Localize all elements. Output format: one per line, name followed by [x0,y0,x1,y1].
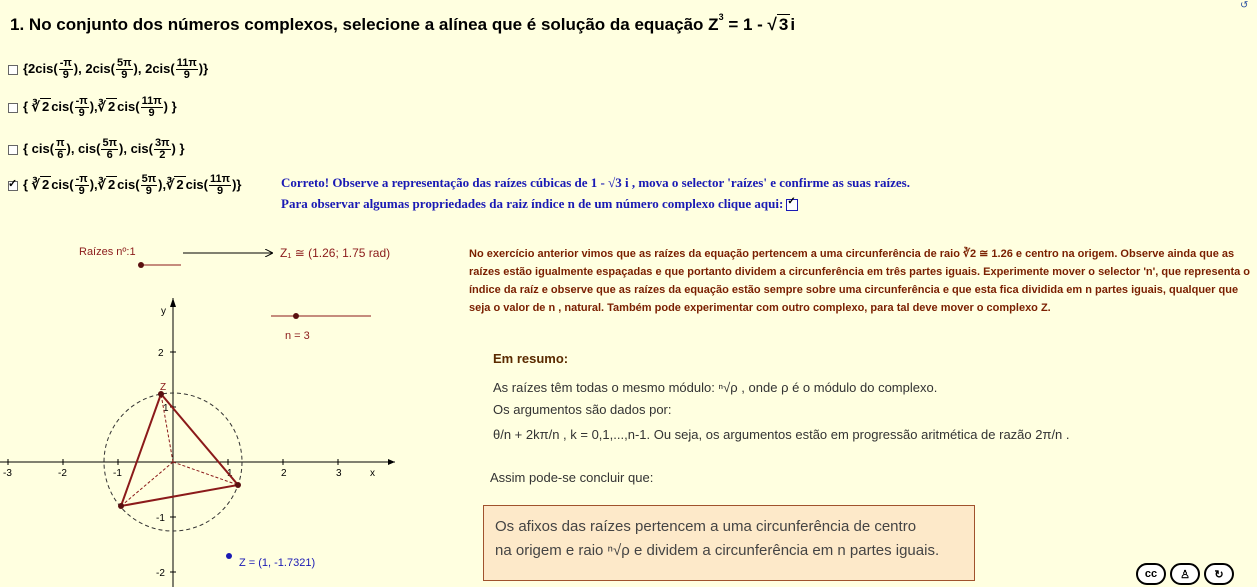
n-slider-label: n = 3 [285,330,310,342]
option-4-checkbox[interactable] [8,181,18,191]
roots-triangle [121,394,238,506]
conclusion-line-2: na origem e raio ⁿ√ρ e dividem a circunferência em n partes iguais. [495,542,940,559]
complex-plane-graph[interactable] [0,235,465,587]
summary-conclude: Assim pode-se concluir que: [490,470,654,485]
summary-title: Em resumo: [493,351,569,366]
option-1-label: {2cis( $\frac{-\pi}{9}$ ), 2cis( $\frac{5\pi}{9}$ ), 2cis( $\frac{11\pi}{9}$ )} [23,57,209,81]
x-tick-neg1: -1 [113,468,122,479]
x-tick-2: 2 [281,468,287,479]
y-tick-neg2: -2 [156,568,165,579]
option-2[interactable] [8,96,177,119]
summary-arguments-formula: θ/n + 2kπ/n , k = 0,1,...,n-1. Ou seja, os argumentos estão em progressão aritmética de razão 2π/n . [493,427,1070,442]
by-icon[interactable]: ♙ [1170,563,1200,585]
question-title: 1. No conjunto dos números complexos, selecione a alínea que é solução da equação $Z^3 = 1$ - √ 3 i [10,12,796,34]
properties-checkbox[interactable] [786,199,798,211]
summary-modulus: As raízes têm todas o mesmo módulo: ⁿ√ρ , onde ρ é o módulo do complexo. [493,380,938,395]
x-axis-label: x [370,468,375,479]
y-tick-neg1: -1 [156,513,165,524]
cc-icon[interactable]: cc [1136,563,1166,585]
x-tick-neg2: -2 [58,468,67,479]
z1-value-label: Z₁ ≅ (1.26; 1.75 rad) [280,246,391,260]
feedback-properties-text: Para observar algumas propriedades da raiz índice n de um número complexo clique aqui: [281,196,784,211]
option-1[interactable] [8,58,208,81]
y-tick-2: 2 [158,348,164,359]
root-z3-point[interactable] [235,482,241,488]
option-3[interactable] [8,138,185,161]
root-z2-point[interactable] [118,503,124,509]
option-3-checkbox[interactable] [8,145,18,155]
root-z1-label: Z [160,382,167,393]
x-tick-3: 3 [336,468,342,479]
x-tick-1: 1 [227,468,233,479]
roots-slider-label: Raízes nº:1 [79,246,136,258]
z-point-label: Z = (1, -1.7321) [239,557,316,569]
sa-icon[interactable]: ↻ [1204,563,1234,585]
feedback-properties[interactable] [281,196,798,212]
z-point[interactable] [226,553,232,559]
option-2-label: { ∛ 2 cis( $\frac{-\pi}{9}$ ),∛ 2 cis( $\frac{11\pi}{9}$ ) } [23,95,177,119]
license-icons [1136,563,1234,585]
conclusion-box [483,505,975,581]
conclusion-line-1: Os afixos das raízes pertencem a uma circunferência de centro [495,518,917,535]
x-tick-neg3: -3 [3,468,12,479]
option-2-checkbox[interactable] [8,103,18,113]
roots-slider-handle[interactable] [138,262,144,268]
y-tick-1: 1 [163,403,169,414]
option-1-checkbox[interactable] [8,65,18,75]
explanation-text: No exercício anterior vimos que as raízes da equação pertencem a uma circunferência de raio ∛2 ≅ 1.26 e centro na origem. Observe ainda que as raízes estão igualmente espaçadas e que portanto dividem a circunferência em três partes iguais. Experimente mover o selector 'n', que representa o índice da raíz e observe que as raízes da equação estão sempre sobre uma circunferência e que esta fica dividida em n partes iguais, qualquer que seja o valor de n , natural. Também pode experimentar com outro complexo, para tal deve mover o complexo Z. [469,248,1251,314]
y-axis-label: y [161,306,166,317]
feedback-correct: Correto! Observe a representação das raízes cúbicas de 1 - √3 i , mova o selector 'raízes' e confirme as suas raízes. [281,175,910,190]
summary-arguments-intro: Os argumentos são dados por: [493,402,672,417]
n-slider-handle[interactable] [293,313,299,319]
reset-icon[interactable]: ↺ [1240,0,1249,11]
option-3-label: { cis( $\frac{\pi}{6}$ ), cis( $\frac{5\pi}{6}$ ), cis( $\frac{3\pi}{2}$ ) } [23,137,185,161]
option-4-label: { ∛ 2 cis( $\frac{-\pi}{9}$ ),∛ 2 cis( $\frac{5\pi}{9}$ ),∛ 2 cis( $\frac{11\pi}{9}$ )} [23,173,242,197]
option-4[interactable] [8,174,241,197]
